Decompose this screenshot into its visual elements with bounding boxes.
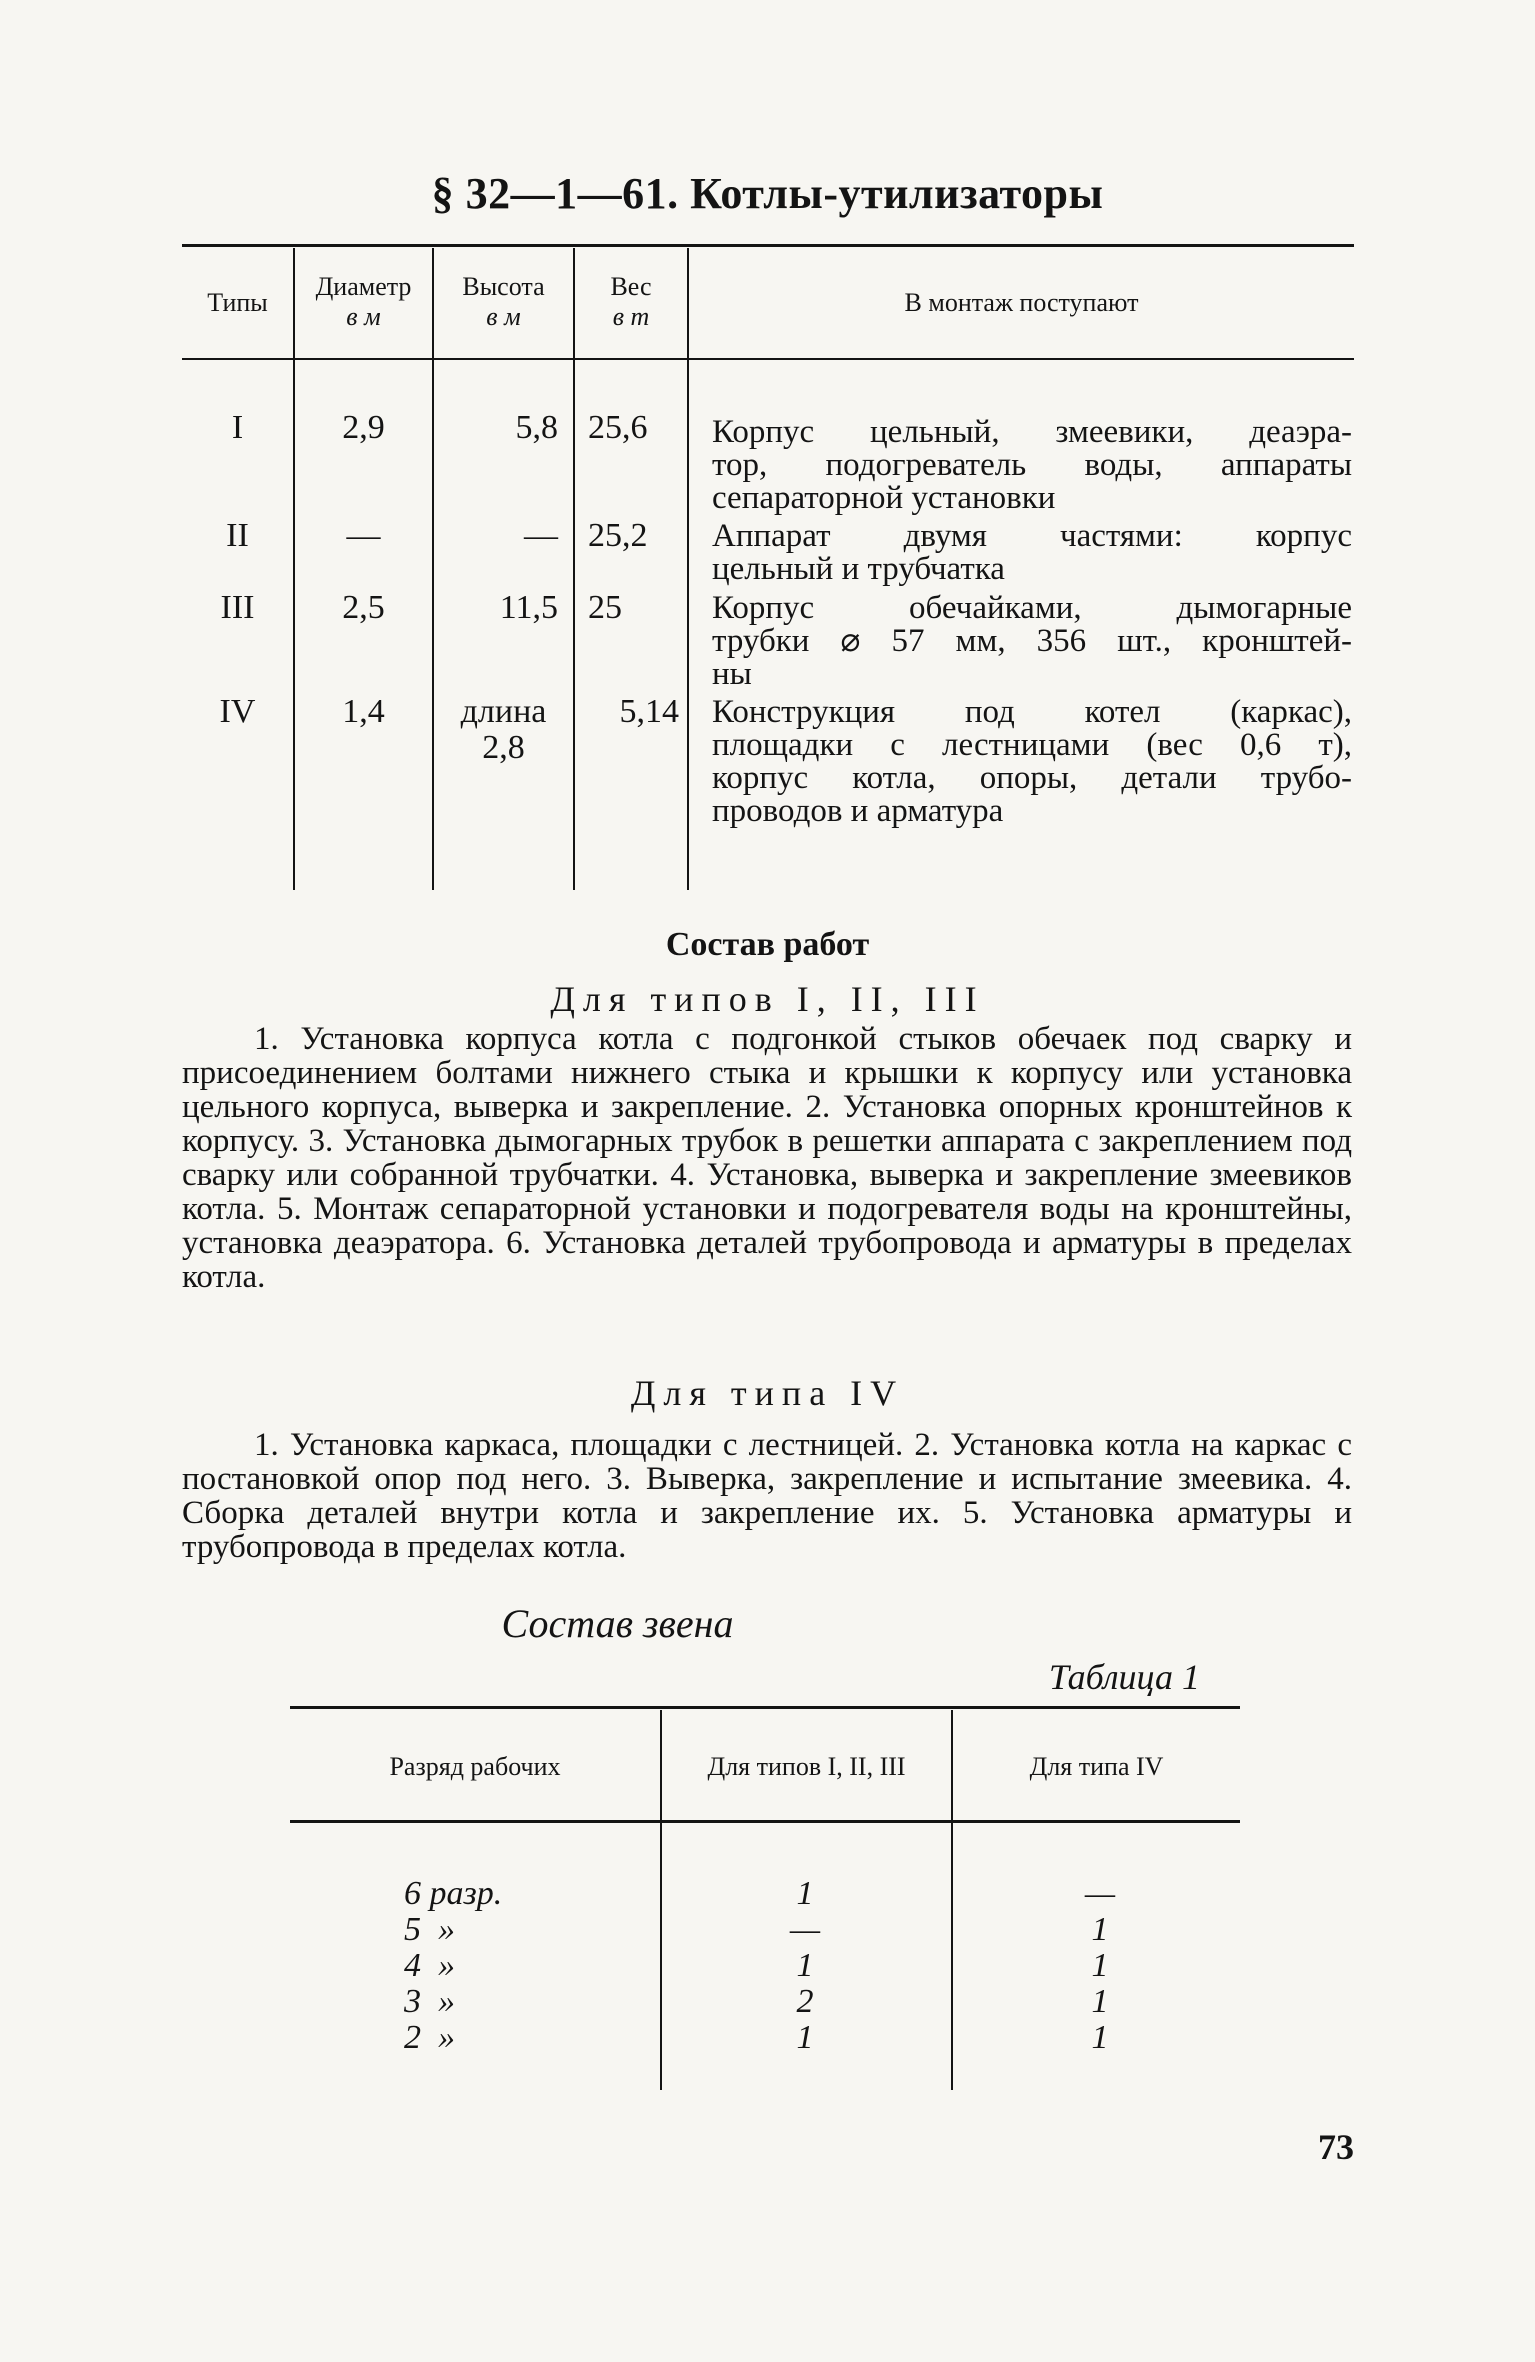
column-divider	[432, 248, 434, 890]
work-subheading-type-4: Для типа IV	[630, 1373, 905, 1413]
row-iv-height-line: длина	[460, 693, 547, 730]
crew-header-grade: Разряд рабочих	[389, 1752, 561, 1781]
crew-row-types-1-3: 1	[796, 1875, 814, 1912]
row-iii-desc-line: трубки ⌀ 57 мм, 356 шт., кронштей-	[712, 623, 1352, 659]
page-title: § 32—1—61. Котлы-утилизаторы	[431, 169, 1104, 218]
table-header-rule	[182, 358, 1354, 360]
header-weight-unit: в т	[612, 302, 650, 331]
table-top-rule	[182, 244, 1354, 247]
crew-row-grade: 3 »	[404, 1983, 455, 2020]
header-diameter	[295, 272, 432, 332]
crew-header-type-4: Для типа IV	[1029, 1752, 1164, 1781]
row-iii-diameter: 2,5	[342, 589, 385, 626]
work-paragraph-types-1-3: 1. Установка корпуса котла с подгонкой стыков обечаек под сварку и присоединением болтами нижнего стыка и крышки к корпусу или установка цельного корпуса, выверка и закрепление. 2. Установка опорных кронштейнов к корпусу. 3. Установка дымогарных трубок в решетки аппарата с закреплением под сварку или собранной трубчатки. 4. Установка, выверка и закрепление змеевиков котла. 5. Монтаж сепараторной установки и подогревателя воды на кронштейны, установка деаэратора. 6. Установка деталей трубопровода и арматуры в пределах котла.	[182, 1021, 1352, 1295]
header-types: Типы	[207, 288, 268, 317]
row-iv-desc-line: корпус котла, опоры, детали трубо-	[712, 760, 1352, 796]
row-i-diameter: 2,9	[342, 409, 385, 446]
row-i-height: 5,8	[515, 409, 558, 446]
column-divider	[687, 248, 689, 890]
row-i-desc-line: сепараторной установки	[712, 480, 1056, 516]
row-iii-desc-line: ны	[712, 656, 752, 692]
row-i-desc-line: тор, подогреватель воды, аппараты	[712, 447, 1352, 483]
crew-row-types-1-3: —	[789, 1911, 821, 1948]
header-diameter-unit: в м	[346, 302, 381, 331]
column-divider	[573, 248, 575, 890]
row-iv-height-line: 2,8	[482, 729, 525, 766]
row-iii-weight: 25	[588, 589, 622, 626]
row-ii-desc-line: цельный и трубчатка	[712, 551, 1005, 587]
row-iv-desc-line: Конструкция под котел (каркас),	[712, 694, 1352, 730]
crew-row-type-4: 1	[1091, 1911, 1109, 1948]
work-heading: Состав работ	[665, 926, 870, 963]
work-paragraph-type-4: 1. Установка каркаса, площадки с лестницей. 2. Установка котла на каркас с постановкой опор под него. 3. Выверка, закрепление и испытание змеевика. 4. Сборка деталей внутри котла и закрепление их. 5. Установка арматуры и трубопровода в пределах котла.	[182, 1427, 1352, 1565]
header-height-unit: в м	[486, 302, 521, 331]
row-ii-height: —	[524, 517, 558, 554]
crew-row-type-4: 1	[1091, 1947, 1109, 1984]
row-iv-type: IV	[219, 693, 256, 730]
header-height-line1: Высота	[462, 272, 545, 301]
row-ii-type: II	[226, 517, 249, 554]
crew-row-grade: 2 »	[404, 2019, 455, 2056]
row-i-weight: 25,6	[588, 409, 648, 446]
row-iii-type: III	[220, 589, 255, 626]
crew-heading: Состав звена	[501, 1601, 734, 1646]
crew-row-types-1-3: 2	[796, 1983, 814, 2020]
row-iv-height	[434, 694, 573, 766]
row-i-type: I	[231, 409, 244, 446]
crew-row-types-1-3: 1	[796, 1947, 814, 1984]
row-i-desc-line: Корпус цельный, змеевики, деаэра-	[712, 414, 1352, 450]
row-iii-desc-line: Корпус обечайками, дымогарные	[712, 590, 1352, 626]
work-subheading-types-1-3: Для типов I, II, III	[550, 979, 985, 1019]
crew-row-type-4: 1	[1091, 2019, 1109, 2056]
crew-header-types-1-3: Для типов I, II, III	[707, 1752, 906, 1781]
header-weight	[575, 272, 687, 332]
table-label: Таблица 1	[1048, 1657, 1200, 1697]
row-iv-weight: 5,14	[619, 693, 679, 730]
crew-table-header-rule	[290, 1820, 1240, 1823]
header-height	[434, 272, 573, 332]
crew-row-grade: 5 »	[404, 1911, 455, 1948]
crew-table-top-rule	[290, 1706, 1240, 1709]
column-divider	[293, 248, 295, 890]
header-delivered: В монтаж поступают	[904, 288, 1139, 317]
header-diameter-line1: Диаметр	[315, 272, 412, 301]
crew-row-type-4: —	[1084, 1875, 1116, 1912]
crew-row-types-1-3: 1	[796, 2019, 814, 2056]
row-iv-desc-line: проводов и арматура	[712, 793, 1004, 829]
row-ii-diameter: —	[346, 517, 381, 554]
row-ii-desc	[712, 520, 1352, 586]
row-iv-desc-line: площадки с лестницами (вес 0,6 т),	[712, 727, 1352, 763]
row-iii-height: 11,5	[499, 589, 558, 626]
row-iv-desc	[712, 696, 1352, 828]
crew-row-grade: 6 разр.	[404, 1875, 503, 1912]
row-iv-diameter: 1,4	[342, 693, 385, 730]
page-number: 73	[1318, 2127, 1354, 2167]
row-ii-desc-line: Аппарат двумя частями: корпус	[712, 518, 1352, 554]
row-ii-weight: 25,2	[588, 517, 648, 554]
crew-row-type-4: 1	[1091, 1983, 1109, 2020]
row-i-desc	[712, 416, 1352, 515]
header-weight-line1: Вес	[610, 272, 652, 301]
crew-row-grade: 4 »	[404, 1947, 455, 1984]
row-iii-desc	[712, 592, 1352, 691]
